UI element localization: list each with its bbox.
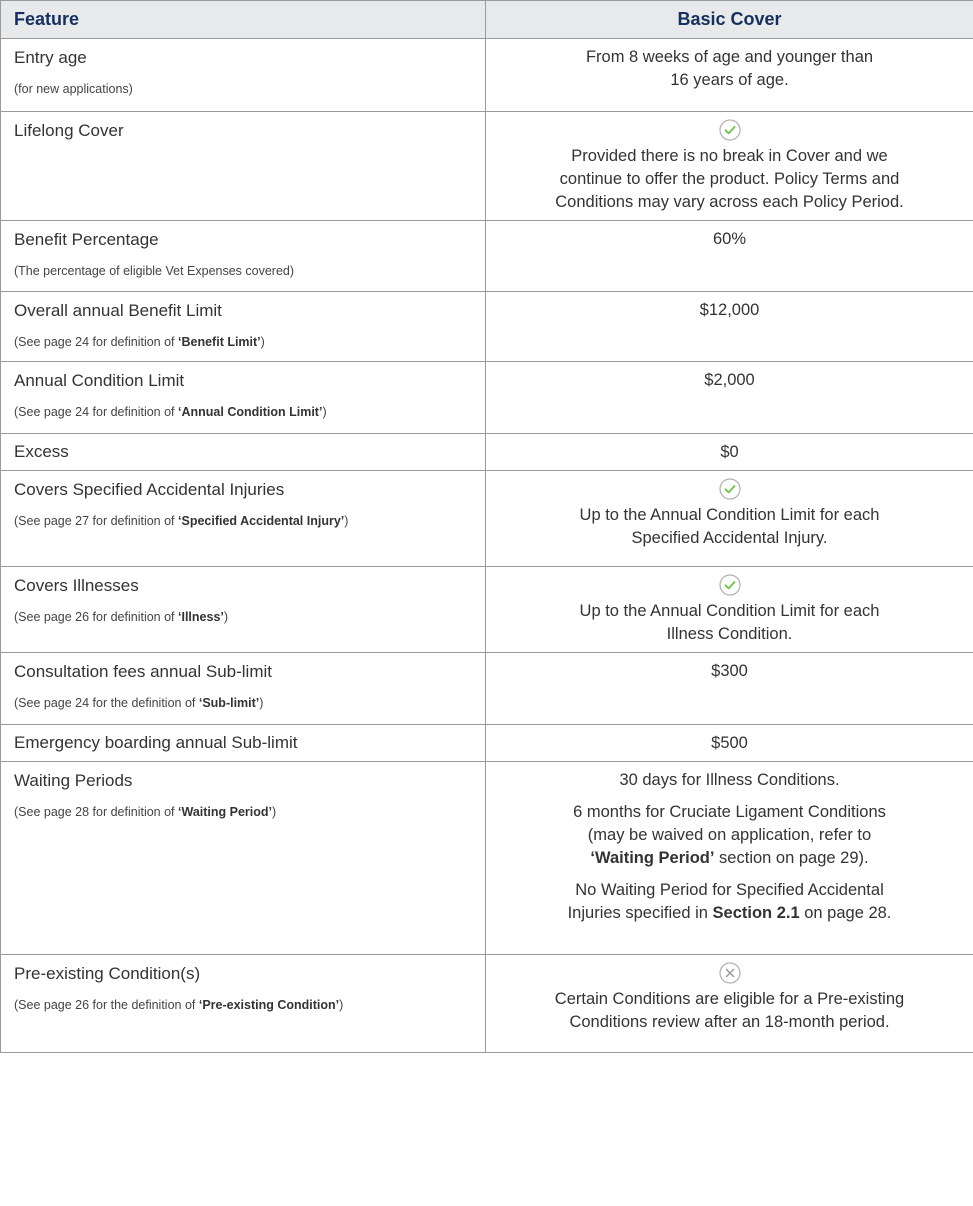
feature-note: (See page 24 for definition of ‘Benefit Limit’) <box>14 335 265 349</box>
value-line: 16 years of age. <box>670 71 789 89</box>
feature-note: (The percentage of eligible Vet Expenses covered) <box>14 264 295 278</box>
feature-name: Pre-existing Condition(s) <box>14 964 201 983</box>
value-text: 6 months for Cruciate Ligament Conditions (may be waived on application, refer to ‘Waiting Period’ section on page 29). <box>573 803 886 867</box>
value-text: $300 <box>711 662 748 680</box>
feature-cell <box>1 434 486 471</box>
value-line: Conditions review after an 18-month period. <box>569 1013 890 1031</box>
value-line: Certain Conditions are eligible for a Pre-existing <box>554 990 905 1008</box>
feature-name: Overall annual Benefit Limit <box>14 301 222 320</box>
feature-note: (See page 24 for the definition of ‘Sub-limit’) <box>14 696 264 710</box>
table-row <box>1 725 973 762</box>
table-row <box>1 292 973 362</box>
feature-name: Waiting Periods <box>14 771 133 790</box>
value-text: $500 <box>711 734 748 752</box>
check-circle-icon <box>719 478 741 500</box>
value-cell <box>486 725 973 762</box>
value-cell <box>486 292 973 362</box>
value-line: continue to offer the product. Policy Terms and <box>559 170 900 188</box>
feature-column-header: Feature <box>1 1 486 39</box>
basic-cover-column-header: Basic Cover <box>486 1 973 39</box>
feature-name: Excess <box>14 442 69 461</box>
table-row <box>1 653 973 725</box>
value-line: From 8 weeks of age and younger than <box>585 48 874 66</box>
value-text: 30 days for Illness Conditions. <box>619 771 840 789</box>
value-cell <box>486 39 973 112</box>
value-cell <box>486 567 973 653</box>
feature-cell <box>1 39 486 112</box>
feature-cell <box>1 762 486 955</box>
feature-cell <box>1 653 486 725</box>
feature-name: Annual Condition Limit <box>14 371 185 390</box>
value-text: No Waiting Period for Specified Accidental Injuries specified in Section 2.1 on page 28. <box>567 881 892 922</box>
table-row <box>1 567 973 653</box>
table-row <box>1 762 973 955</box>
feature-cell <box>1 567 486 653</box>
feature-note: (See page 27 for definition of ‘Specified Accidental Injury’) <box>14 514 349 528</box>
value-text: 60% <box>712 230 747 248</box>
value-line: Illness Condition. <box>666 625 793 643</box>
table-row <box>1 955 973 1053</box>
table-row <box>1 362 973 434</box>
feature-note: (for new applications) <box>14 82 133 96</box>
feature-note: (See page 26 for definition of ‘Illness’) <box>14 610 229 624</box>
feature-name: Consultation fees annual Sub-limit <box>14 662 272 681</box>
feature-note: (See page 24 for definition of ‘Annual Condition Limit’) <box>14 405 327 419</box>
table-header-row <box>1 1 973 39</box>
check-circle-icon <box>719 119 741 141</box>
table-row <box>1 434 973 471</box>
feature-name: Entry age <box>14 48 87 67</box>
feature-name: Benefit Percentage <box>14 230 159 249</box>
value-cell <box>486 112 973 221</box>
feature-name: Lifelong Cover <box>14 121 124 140</box>
value-cell <box>486 653 973 725</box>
check-circle-icon <box>719 574 741 596</box>
value-line: Up to the Annual Condition Limit for each <box>579 602 880 620</box>
feature-cell <box>1 471 486 567</box>
value-line: Specified Accidental Injury. <box>631 529 828 547</box>
feature-note: (See page 28 for definition of ‘Waiting Period’) <box>14 805 277 819</box>
feature-cell <box>1 292 486 362</box>
table-row <box>1 221 973 292</box>
value-text: $12,000 <box>699 301 760 319</box>
value-line: Provided there is no break in Cover and we <box>571 147 888 165</box>
table-row <box>1 471 973 567</box>
cross-circle-icon <box>719 962 741 984</box>
feature-cell <box>1 725 486 762</box>
feature-name: Covers Specified Accidental Injuries <box>14 480 285 499</box>
feature-cell <box>1 112 486 221</box>
table-row <box>1 112 973 221</box>
value-line: Up to the Annual Condition Limit for each <box>579 506 880 524</box>
value-text: $2,000 <box>704 371 755 389</box>
feature-cell <box>1 221 486 292</box>
value-cell <box>486 434 973 471</box>
feature-name: Emergency boarding annual Sub-limit <box>14 733 298 752</box>
feature-note: (See page 26 for the definition of ‘Pre-existing Condition’) <box>14 998 344 1012</box>
value-text: $0 <box>720 443 739 461</box>
feature-name: Covers Illnesses <box>14 576 139 595</box>
feature-cell <box>1 955 486 1053</box>
value-cell <box>486 362 973 434</box>
value-cell <box>486 955 973 1053</box>
value-cell <box>486 471 973 567</box>
feature-cell <box>1 362 486 434</box>
value-line: Conditions may vary across each Policy Period. <box>555 193 904 211</box>
value-cell <box>486 762 973 955</box>
value-cell <box>486 221 973 292</box>
table-row <box>1 39 973 112</box>
